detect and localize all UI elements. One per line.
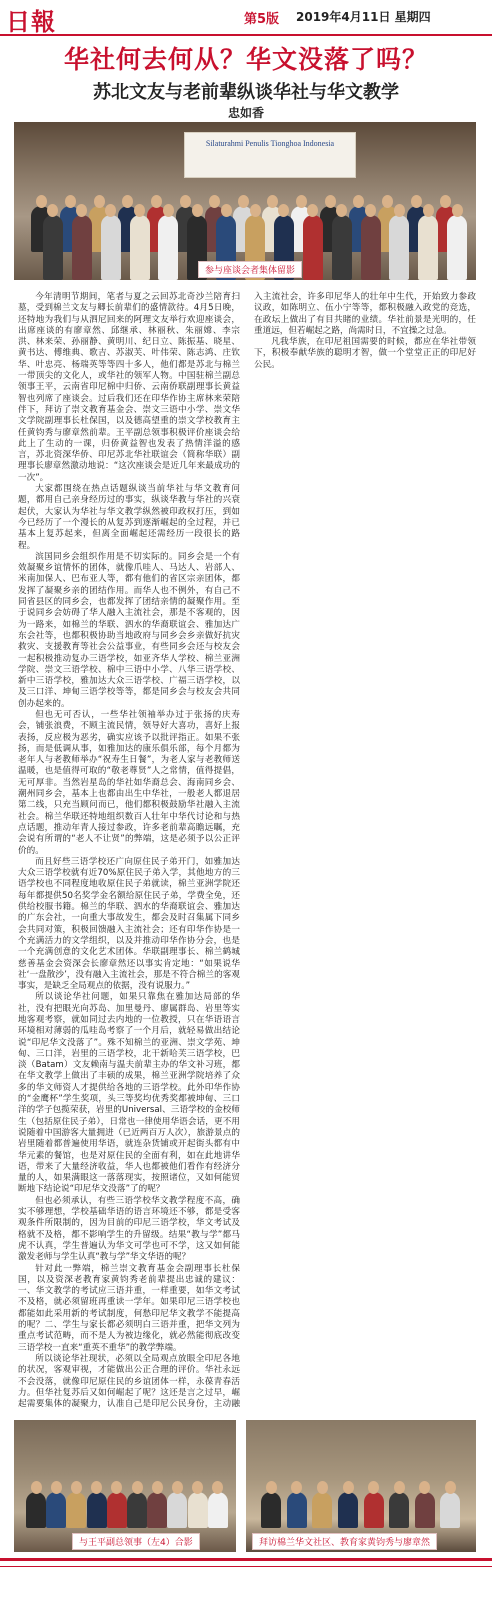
person-head [180,195,191,208]
person-head [192,204,203,217]
person-head [221,204,232,217]
photo-caption: 拜访棉兰华文社区、教育家黄钧秀与廖章然 [252,1533,437,1550]
person-figure [101,215,121,280]
person-figure [87,1492,107,1528]
person-head [134,204,145,217]
byline: 忠如香 [227,106,264,120]
person-head [65,195,76,208]
article-paragraph: 但也无可否认，一些华社领袖举办过于张扬的庆寿会，铺张浪费，不顾主流民情，领导好大喜功，喜好上报表扬，反应极为恶劣，确实应该予以批评指正。如果不张扬，而是低调从事，如雅加达的康乐俱乐部，每个月都为老年人与老教师举办“祝寿生日餐”，为老人家与老教师送温暖，也是值得可取的“敬老尊贤”人之常情，值得提倡，无可厚非。当然岩星岛的华社如华裔总会、海南同乡会、潮州同乡会，基本上也都由出生中华社，一般老人都退居第二线，只充当顾问而已，他们都积极鼓励华社融入主流社会。棉兰华联还特地组织数百人壮年中华代讨论和与热点话题，推动年青人接过参政，许多老前辈高瞻远瞩，充会说有所谓的“老人不让贤”的弊端，这是必须予以公正评价的。 [18,709,240,856]
edition-label: 第5版 [244,12,280,27]
person-head [266,1481,277,1494]
person-head [151,195,162,208]
person-figure [127,1492,147,1528]
person-figure [46,1492,66,1528]
person-figure [312,1492,332,1528]
person-head [353,195,364,208]
person-head [317,1481,328,1494]
person-figure [332,215,352,280]
person-figure [338,1492,358,1528]
article-paragraph: 所以谈论华社问题，如果只靠焦在雅加达局部的华社，没有把眼光向苏岛、加里曼丹、廖属群岛、岩里等实地客观考察，就如同过去内地的一位教授，只在华语语言环境相对薄弱的瓜哇岛考察了一个月后，就轻易做出结论说“印尼华文没落了”。殊不知棉兰的亚洲、崇文学苑、坤甸、三口洋，岩里的三语学校，北干新哈芙三语学校，巴淡（Batam）文友赖南与温夫前辈主办的华文补习班，都在华文教学上做出了丰硕的成果，棉兰亚洲学院培养了众多的华文师资人才提供给各地的三语学校。此外印华作协的“金鹰杯”学生奖项，头三等奖均优秀奖都被坤甸、三口洋的学子包揽荣获，岩里的Universal、三语学校的金校师生（包括原住民子弟），日常也一律使用华语会话，更不用说随着中国游客大量拥进（已近两百万人次），旅游景点的岩里随着都普遍使用华语，就连杂货铺或开起街头都有中华元素的餐馆，也是对原住民的全面有利，如在此地讲华语，带来了大量经济收益，华人也都被他们看作有经济分量的人，如果满眼这一落落现实，按照诸位，又如何能贸断地下结论说“印尼华文没落”了的呢？ [18,992,240,1195]
person-figure [66,1492,86,1528]
article-body [18,292,476,1412]
photo-people [14,122,476,280]
person-head [394,1481,405,1494]
person-figure [107,1492,127,1528]
person-figure [303,215,323,280]
person-head [411,195,422,208]
dateline: 2019年4月11日 星期四 [296,10,431,24]
person-figure [287,1492,307,1528]
person-figure [188,1492,208,1528]
person-head [132,1481,143,1494]
person-head [250,204,261,217]
person-figure [261,1492,281,1528]
banner-text: Silaturahmi Penulis Tionghoa Indonesia [205,139,335,148]
person-figure [158,215,178,280]
person-figure [447,215,467,280]
person-figure [389,215,409,280]
person-figure [43,215,63,280]
subheadline: 苏北文友与老前辈纵谈华社与华文教学 [93,82,399,103]
person-head [267,195,278,208]
page-header [0,0,492,36]
person-head [343,1481,354,1494]
person-figure [147,1492,167,1528]
person-head [36,195,47,208]
person-figure [418,215,438,280]
article-paragraph: 所以谈论华社现状，必须以全局观点放眼全印尼各地的状况，客观审视，才能做出公正合理的评价。华社永远不会没落，就像印尼原住民的乡谊团体一样，永葆青春活力。但华社复苏后又如何崛起了呢？这还是言之过早，崛起需要集体的凝聚力，认准自己是印尼公民身份，主动融入主流社会，许多印尼华人的壮年中生代，开始致力参政议政，如陈明立、伍小宁等等，都积极融入政党的竞选，在政坛上做出了有目共睹的业绩。华社前景是光明的，任重道远，但若崛起之路，尚需时日，不宜操之过急。 [18,292,476,1410]
article-paragraph: 针对此一弊端，棉兰崇文教育基金会副理事长杜保国，以及资深老教育家黄钧秀老前辈提出忠诚的建议：一、华文教学的考试应三语并重，一样重要，如华文考试不及格，就必须留班再重读一学年。如果印尼三语学校也都能如此采用新的考试制度，何愁印尼华文教学不能提高的呢？二、学生与家长都必须明白三语并重，把华文列为重点考试范畴，而不是人为被边缘化，就必然能彻底改变三语学校一直来“重英不重华”的教学弊端。 [18,1263,240,1353]
person-figure [130,215,150,280]
person-figure [208,1492,228,1528]
headline: 华社何去何从？华文没落了吗？ [63,45,428,74]
person-head [382,195,393,208]
person-figure [26,1492,46,1528]
person-head [31,1481,42,1494]
person-head [94,195,105,208]
photo-caption: 与王平副总领事（左4）合影 [72,1533,200,1550]
photo-with-consul [14,1420,236,1552]
person-head [238,195,249,208]
article-paragraph: 而且好些三语学校还广向原住民子弟开门，如雅加达大众三语学校就有近70%原住民子弟入学，其他地方的三语学校也不同程度地收原住民子弟就读，棉兰亚洲学院还每年都提供50名奖学金名额给原住民子弟，学费全免，还供给校服书籍。棉兰的华联、泗水的华裔联谊会、雅加达的广东会社，一向重大事故发生，都会及时召集属下同乡会共同对策，积极回馈融入主流社会；还有印华作协是一个充满活力的文学组织，以及并推动印华作协分会，也是一个充满创意的文化艺术团体。华联副理事长、棉兰鹤城慈善基金会资深会长廖章然还以事实肯定地：“如果说华社‘一盘散沙’，没有融入主流社会，那是不符合棉兰的客观事实，是缺乏全局观点的依据，没有说服力。” [18,856,240,992]
person-head [325,195,336,208]
person-head [423,204,434,217]
person-head [296,195,307,208]
masthead: 日報 [6,7,56,36]
person-head [163,204,174,217]
person-head [152,1481,163,1494]
person-figure [72,215,92,280]
photo-visit [246,1420,476,1552]
person-figure [415,1492,435,1528]
person-head [365,204,376,217]
article-paragraph: 大家都围绕在热点话题纵谈当前华社与华文教育问题，都用自己亲身经历过的事实，纵谈华教与华社的兴衰起伏，大家认为华社与华文教学纵然被印政权打压，到如今已经历了一个漫长的从复苏到逐渐崛起的全过程，并已基本上复苏起来，但离全面崛起还需经历一段很长的路程。 [18,484,240,551]
photo-caption: 参与座谈会者集体留影 [198,261,302,278]
person-head [172,1481,183,1494]
article-paragraph: 今年清明节期间，笔者与夏之云回苏北奇沙兰陪育扫墓，受到棉兰文友与卿长前辈们的盛情款待。4月5日晚，还特地为我们与从泗尼回来的阿理文友举行欢迎座谈会，出席座谈的有廖章然、邱继承、林丽秋、朱丽嫦、李宗洪、林来荣、孙丽静、黄明川、纪日立、陈振基、晓星、黄书达、傅维典、歌吉、苏淑芙、叶伟荣、陈志鸿、庄钦华、叶忠亮、杨瑞英等等四十多人，他们都是苏北与棉兰一带顶尖的文化人，或华社的领军人物。中国驻棉兰副总领事王平，云南省印尼棉中归侨、云南侨联副理事长黄益智也列席了座谈会。过后我们还在印华作协主席林来荣陪伴下，拜访了崇文教育基金会、崇文三语中小学、崇文华文学院副理事长杜保国，以及德高望重的崇文学校教育主任黄钧秀与廖章然前辈。王平副总领事积极评价座谈会给此上了生动的一课，归侨黄益智也发表了热情洋溢的感言，苏北资深华侨、印尼苏北华社联谊会（简称华联）副理事长廖章然激动地说：“这次座谈会是近几年来最成功的一次”。 [18,292,240,483]
person-head [51,1481,62,1494]
person-head [440,195,451,208]
person-head [209,195,220,208]
bottom-rule [0,1558,492,1561]
bottom-rule-thin [0,1566,492,1567]
person-figure [364,1492,384,1528]
article-paragraph: 凡我华族，在印尼祖国需要的时候，都应在华社带领下，积极奉献华族的聪明才智，做一个堂堂正正的印尼好公民。 [254,337,476,370]
person-figure [167,1492,187,1528]
person-head [445,1481,456,1494]
article-paragraph: 但也必须承认，有些三语学校华文教学程度不高，确实不够理想，学校基础华语的语言环境还不够，都是受客观条件所限制的，因为目前的印尼三语学校，华文考试及格就不及格，都不影响学生的升留级。结果“教与学”都马虎不认真，学生普遍认为华文可学也可不学，这又如何能激发老师与学生认真“教与学”华文华语的呢？ [18,1195,240,1263]
person-head [394,204,405,217]
group-photo [14,122,476,280]
person-figure [361,215,381,280]
article-paragraph: 滨国同乡会组织作用是不切实际的。同乡会是一个有效凝聚乡谊情怀的团体，就像爪哇人、马达人、岩部人、米南加保人、巴布亚人等，都有他们的省区宗亲团体，都发挥了凝聚乡亲的团结作用。而华人也不例外，有自己不同省县区的同乡会，也都发挥了团结亲情的凝聚作用。至于说同乡会妨碍了华人融入主流社会，那是不客观的，因为一路来，如棉兰的华联、泗水的华裔联谊会、雅加达广东会社等，也都积极协助当地政府与同乡会乡亲做好抗灾救灾、支援教育等社会公益事业，有些同乡会还与校友会一起积极推动复办三语学校，如亚齐华人学校、棉兰亚洲学院、崇文三语学校、棉中三语中小学、八华三语学校、新中三语学校，雅加达大众三语学校、广福三语学校，以及三口洋、坤甸三语学校等等，都是同乡会与校友会共同创办起来的。 [18,551,240,709]
person-head [452,204,463,217]
person-figure [440,1492,460,1528]
person-head [122,195,133,208]
person-figure [389,1492,409,1528]
person-head [71,1481,82,1494]
